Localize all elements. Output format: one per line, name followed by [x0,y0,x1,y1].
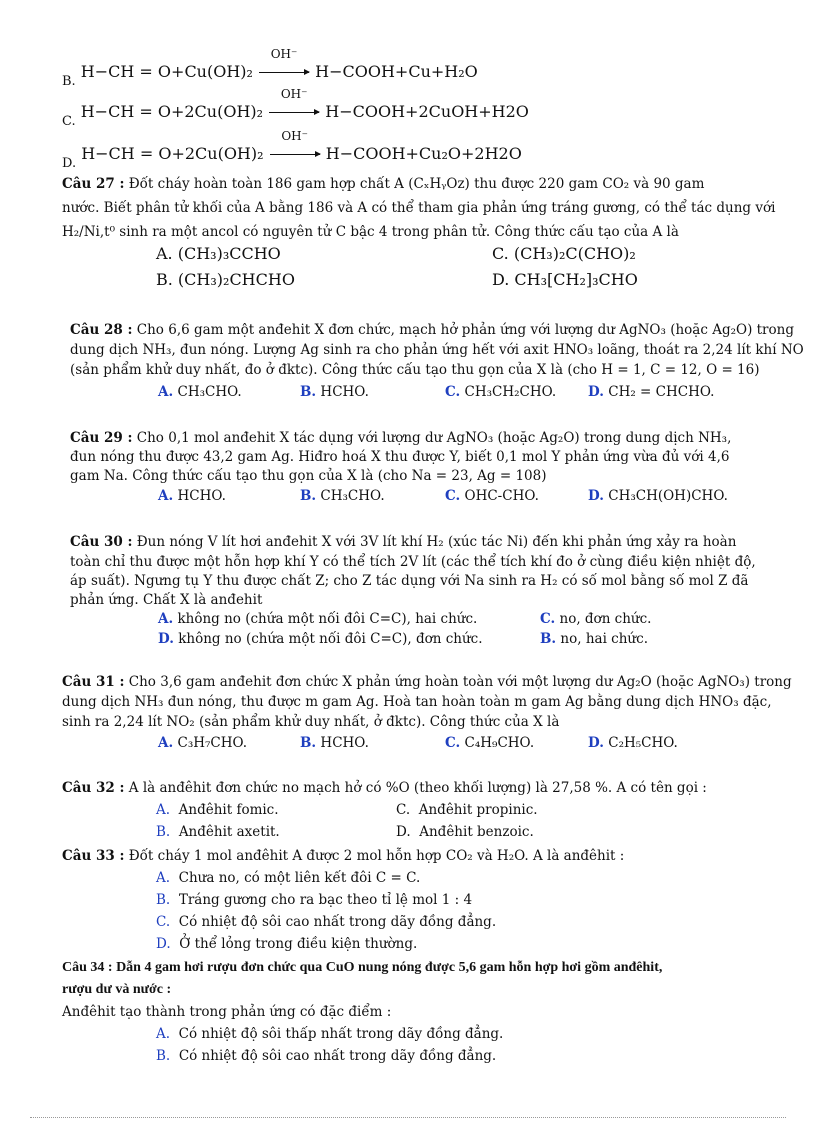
q28-option-d: D. CH₂ = CHCHO. [588,384,715,400]
q29-line1: Câu 29 : Cho 0,1 mol anđehit X tác dụng với lượng dư AgNO₃ (hoặc Ag₂O) trong dung dịch NH₃, [70,430,732,446]
q29-option-c: C. OHC-CHO. [445,488,539,504]
q31-option-b: B. HCHO. [300,735,369,751]
q32-option-b: B. Anđêhit axetit. [156,824,280,840]
q33-option-b: B. Tráng gương cho ra bạc theo tỉ lệ mol 1 : 4 [156,892,473,908]
q26-option-c: $_{C.}$ H−CH = O+2Cu(OH)₂ OH⁻ H−COOH+2CuOH+H2O [62,87,529,129]
q27-line3: H₂/Ni,t⁰ sinh ra một ancol có nguyên tử C bậc 4 trong phân tử. Công thức cấu tạo của A là [62,224,679,240]
q29-line3: gam Na. Công thức cấu tạo thu gọn của X là (cho Na = 23, Ag = 108) [70,468,547,484]
q29-line2: đun nóng thu được 43,2 gam Ag. Hiđro hoá X thu được Y, biết 0,1 mol Y phản ứng vừa đủ với 4,6 [70,449,730,465]
q30-option-a: A. không no (chứa một nối đôi C=C), hai chức. [158,611,478,627]
q33-option-a: A. Chưa no, có một liên kết đôi C = C. [156,870,421,886]
q28-line2: dung dịch NH₃, đun nóng. Lượng Ag sinh ra cho phản ứng hết với axit HNO₃ loãng, thoát ra 2,24 lít khí NO [70,342,804,358]
q28-line1: Câu 28 : Cho 6,6 gam một anđehit X đơn chức, mạch hở phản ứng với lượng dư AgNO₃ (hoặc Ag₂O) trong [70,322,794,338]
reaction-arrow: OH⁻ [269,144,321,163]
q33-text: Câu 33 : Đốt cháy 1 mol anđêhit A được 2 mol hỗn hợp CO₂ và H₂O. A là anđêhit : [62,848,625,864]
q33-option-c: C. Có nhiệt độ sôi cao nhất trong dãy đồng đẳng. [156,914,497,930]
q27-option-d: D. CH₃[CH₂]₃CHO [492,270,638,289]
q26-option-d: $_{D.}$ H−CH = O+2Cu(OH)₂ OH⁻ H−COOH+Cu₂O+2H2O [62,129,522,171]
q30-line2: toàn chỉ thu được một hỗn hợp khí Y có thể tích 2V lít (các thể tích khí đo ở cùng điều kiện nhiệt độ, [70,554,756,570]
q31-line3: sinh ra 2,24 lít NO₂ (sản phẩm khử duy nhất, ở đktc). Công thức của X là [62,714,560,730]
q30-line4: phản ứng. Chất X là anđehit [70,592,263,608]
q27-line2: nước. Biết phân tử khối của A bằng 186 và A có thể tham gia phản ứng tráng gương, có thể tác dụng với [62,200,776,216]
q27-option-a: A. (CH₃)₃CCHO [156,244,281,263]
q31-line1: Câu 31 : Cho 3,6 gam anđehit đơn chức X phản ứng hoàn toàn với một lượng dư Ag₂O (hoặc AgNO₃) trong [62,674,792,690]
q33-option-d: D. Ở thể lỏng trong điều kiện thường. [156,936,418,952]
q32-option-d: D. Anđêhit benzoic. [396,824,534,840]
q31-option-c: C. C₄H₉CHO. [445,735,535,751]
reaction-arrow: OH⁻ [268,102,320,121]
q34-line2: rượu dư và nước : [62,982,172,997]
q34-line3: Anđêhit tạo thành trong phản ứng có đặc điểm : [62,1004,392,1020]
q34-line1: Câu 34 : Dẫn 4 gam hơi rượu đơn chức qua CuO nung nóng được 5,6 gam hỗn hợp hơi gồm anđêhit, [62,960,663,975]
q30-option-c: C. no, đơn chức. [540,611,652,627]
q27-option-b: B. (CH₃)₂CHCHO [156,270,295,289]
q30-line1: Câu 30 : Đun nóng V lít hơi anđehit X với 3V lít khí H₂ (xúc tác Ni) đến khi phản ứng xảy ra hoàn [70,534,737,550]
q28-line3: (sản phẩm khử duy nhất, đo ở đktc). Công thức cấu tạo thu gọn của X là (cho H = 1, C = 12, O = 16) [70,362,760,378]
q34-option-a: A. Có nhiệt độ sôi thấp nhất trong dãy đồng đẳng. [156,1026,504,1042]
q28-option-a: A. CH₃CHO. [158,384,242,400]
page-bottom-divider [30,1117,786,1118]
q27-line1: Câu 27 : Đốt cháy hoàn toàn 186 gam hợp chất A (CₓHᵧOz) thu được 220 gam CO₂ và 90 gam [62,176,705,192]
q28-option-c: C. CH₃CH₂CHO. [445,384,557,400]
q32-option-a: A. Anđêhit fomic. [156,802,279,818]
q31-option-a: A. C₃H₇CHO. [158,735,248,751]
q29-option-d: D. CH₃CH(OH)CHO. [588,488,728,504]
q26-option-b: $_{B.}$ H−CH = O+Cu(OH)₂ OH⁻ H−COOH+Cu+H₂O [62,47,478,89]
reaction-arrow: OH⁻ [258,62,310,81]
q30-option-b: B. no, hai chức. [540,631,648,647]
q30-line3: áp suất). Ngưng tụ Y thu được chất Z; cho Z tác dụng với Na sinh ra H₂ có số mol bằng số mol Z đã [70,573,749,589]
q32-option-c: C. Anđêhit propinic. [396,802,538,818]
q32-text: Câu 32 : A là anđêhit đơn chức no mạch hở có %O (theo khối lượng) là 27,58 %. A có tên gọi : [62,780,707,796]
q31-line2: dung dịch NH₃ đun nóng, thu được m gam Ag. Hoà tan hoàn toàn m gam Ag bằng dung dịch HNO₃ đặc, [62,694,772,710]
q28-option-b: B. HCHO. [300,384,369,400]
q29-option-b: B. CH₃CHO. [300,488,385,504]
q30-option-d: D. không no (chứa một nối đôi C=C), đơn chức. [158,631,483,647]
q27-option-c: C. (CH₃)₂C(CHO)₂ [492,244,636,263]
q34-option-b: B. Có nhiệt độ sôi cao nhất trong dãy đồng đẳng. [156,1048,497,1064]
q29-option-a: A. HCHO. [158,488,226,504]
q31-option-d: D. C₂H₅CHO. [588,735,678,751]
